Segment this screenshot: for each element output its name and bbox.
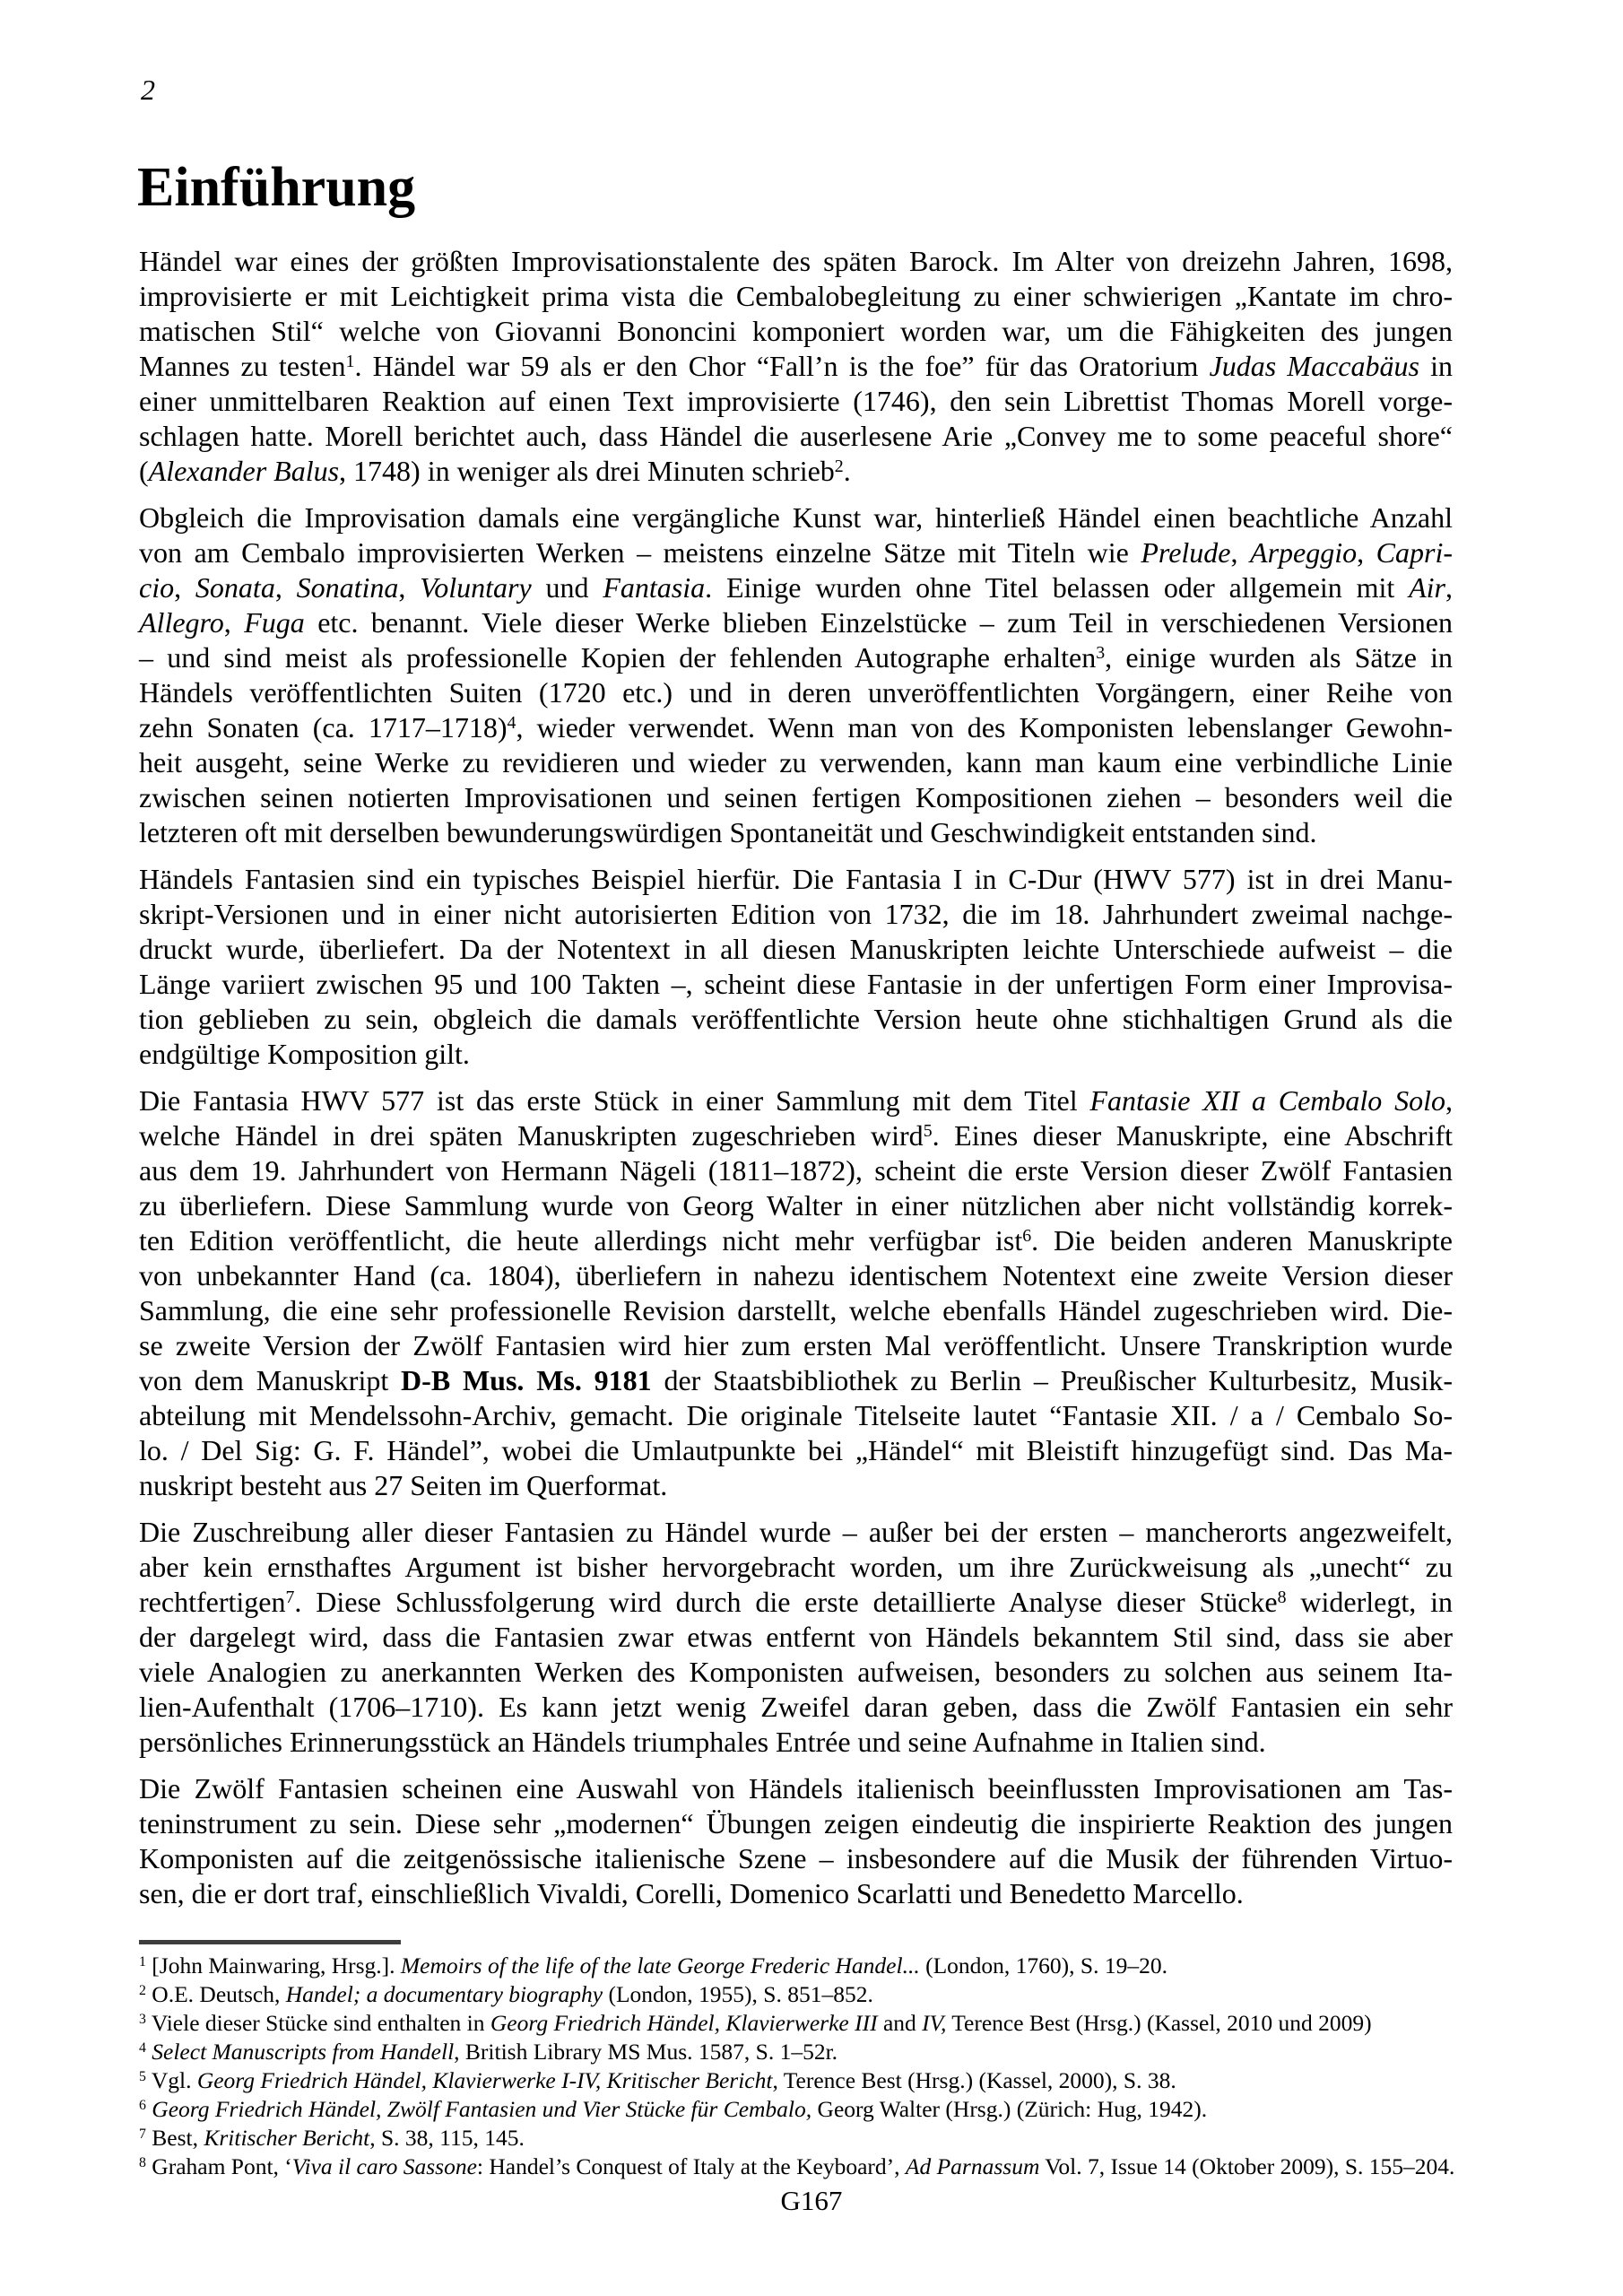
text-segment: Die Zwölf Fantasien scheinen eine Auswahl von Händels italienisch beeinflussten Improvisationen am Tas- <box>139 1772 1453 1805</box>
text-segment: Graham Pont, ‘ <box>145 2153 292 2179</box>
paragraph-2 <box>139 500 1453 850</box>
footnote-number: 6 <box>139 2098 146 2114</box>
paragraph-4 <box>139 1083 1453 1503</box>
text-line <box>139 1002 1453 1037</box>
text-segment: . Einige wurden ohne Titel belassen oder allgemein mit <box>705 571 1410 604</box>
text-segment: sen, die er dort traf, einschließlich Vivaldi, Corelli, Domenico Scarlatti und Benedetto Marcello. <box>139 1877 1244 1909</box>
footnote-1 <box>139 1952 1574 1980</box>
text-line <box>139 1655 1453 1690</box>
text-segment: Sonatina <box>296 571 399 604</box>
text-segment: Händels veröffentlichten Suiten (1720 etc.) und in deren unveröffentlichten Vorgängern, einer Reihe von <box>139 676 1453 709</box>
text-line <box>139 1725 1453 1760</box>
text-segment: viele Analogien zu anerkannten Werken des Komponisten aufweisen, besonders zu solchen aus seinem Ita- <box>139 1656 1453 1688</box>
text-line <box>139 1806 1453 1841</box>
text-segment: D-B Mus. Ms. 9181 <box>401 1364 652 1396</box>
text-segment: , einige wurden als Sätze in <box>1105 641 1454 674</box>
text-segment: druckt wurde, überliefert. Da der Notentext in all diesen Manuskripten leichte Unterschiede aufweist – die <box>139 933 1453 965</box>
text-segment: , <box>398 571 421 604</box>
text-segment: Best, <box>145 2125 204 2151</box>
text-segment: Fantasia <box>603 571 706 604</box>
text-line <box>139 1258 1453 1293</box>
text-segment: se zweite Version der Zwölf Fantasien wird hier zum ersten Mal veröffentlicht. Unsere Transkription wurde <box>139 1329 1453 1361</box>
footnote-ref: 6 <box>1022 1226 1032 1247</box>
text-segment: Air <box>1409 571 1445 604</box>
text-segment: . Händel war 59 als er den Chor “Fall’n is the foe” für das Oratorium <box>354 350 1210 382</box>
text-segment: Voluntary <box>420 571 532 604</box>
text-segment: Capri- <box>1376 536 1454 569</box>
text-line <box>139 244 1453 279</box>
text-segment: aus dem 19. Jahrhundert von Hermann Nägeli (1811–1872), scheint die erste Version dieser Zwölf Fantasien <box>139 1154 1453 1187</box>
text-segment: O.E. Deutsch, <box>145 1981 286 2007</box>
text-segment: , <box>174 571 195 604</box>
text-segment: Memoirs of the life of the late George Frederic Handel... <box>400 1952 920 1979</box>
paragraph-3 <box>139 862 1453 1072</box>
text-line <box>139 1876 1453 1911</box>
footnotes <box>139 1952 1574 2181</box>
text-segment: , <box>223 606 245 639</box>
text-line <box>139 570 1453 605</box>
text-segment: Allegro <box>139 606 224 639</box>
footnote-6 <box>139 2095 1574 2124</box>
footnote-3 <box>139 2009 1574 2038</box>
text-segment: – und sind meist als professionelle Kopien der fehlenden Autographe erhalten <box>139 641 1097 674</box>
footnote-ref: 7 <box>285 1587 295 1608</box>
text-segment: . Die beiden anderen Manuskripte <box>1031 1224 1453 1257</box>
text-segment: von am Cembalo improvisierten Werken – meistens einzelne Sätze mit Titeln wie <box>139 536 1141 569</box>
text-segment: Händel war eines der größten Improvisationstalente des späten Barock. Im Alter von dreizehn Jahren, 1698, <box>139 245 1453 277</box>
footnote-number: 1 <box>139 1954 146 1970</box>
text-segment: persönliches Erinnerungsstück an Händels triumphales Entrée und seine Aufnahme in Italien sind. <box>139 1726 1266 1758</box>
footnote-4 <box>139 2038 1574 2066</box>
text-segment: [John Mainwaring, Hrsg.]. <box>145 1952 401 1979</box>
text-segment: Fuga <box>244 606 305 639</box>
text-segment: . <box>843 455 851 487</box>
text-line <box>139 279 1453 314</box>
text-segment: letzteren oft mit derselben bewunderungswürdigen Spontaneität und Geschwindigkeit entstanden sind. <box>139 816 1317 848</box>
text-line <box>139 815 1453 850</box>
text-line <box>139 1468 1453 1503</box>
text-segment: Georg Friedrich Händel, Klavierwerke I-IV, Kritischer Bericht <box>196 2067 773 2093</box>
footnote-ref: 5 <box>923 1121 933 1142</box>
text-line <box>139 967 1453 1002</box>
text-line <box>139 1550 1453 1585</box>
text-line <box>139 500 1453 535</box>
text-line <box>139 1841 1453 1876</box>
text-line <box>139 1433 1453 1468</box>
text-segment: , wieder verwendet. Wenn man von des Komponisten lebenslanger Gewohn- <box>516 711 1454 744</box>
paragraph-5 <box>139 1515 1453 1760</box>
text-line <box>139 675 1453 710</box>
text-segment: einer unmittelbaren Reaktion auf einen Text improvisierte (1746), den sein Librettist Thomas Morell vorge- <box>139 385 1453 417</box>
text-segment: , <box>1357 536 1376 569</box>
text-segment: Mannes zu testen <box>139 350 346 382</box>
text-segment: , <box>1445 571 1453 604</box>
text-segment: , S. 38, 115, 145. <box>369 2125 525 2151</box>
text-segment: aber kein ernsthaftes Argument ist bisher hervorgebracht worden, um ihre Zurückweisung als „unecht“ zu <box>139 1551 1453 1583</box>
text-segment: Viva il caro Sassone <box>291 2153 477 2179</box>
text-line <box>139 1585 1453 1620</box>
text-segment: von unbekannter Hand (ca. 1804), überliefern in nahezu identischem Notentext eine zweite Version dieser <box>139 1259 1453 1292</box>
text-line <box>139 640 1453 675</box>
text-segment: Vol. 7, Issue 14 (Oktober 2009), S. 155–204. <box>1039 2153 1455 2179</box>
footnote-number: 7 <box>139 2126 146 2143</box>
text-line <box>139 1083 1453 1118</box>
text-segment: ( <box>139 455 149 487</box>
text-segment: Händels Fantasien sind ein typisches Beispiel hierfür. Die Fantasia I in C-Dur (HWV 577) ist in drei Manu- <box>139 863 1453 895</box>
text-segment: etc. benannt. Viele dieser Werke blieben Einzelstücke – zum Teil in verschiedenen Versionen <box>304 606 1454 639</box>
text-line <box>139 932 1453 967</box>
body-text <box>139 244 1453 1923</box>
footnote-ref: 4 <box>507 713 516 734</box>
text-line <box>139 454 1453 489</box>
text-line <box>139 1363 1453 1398</box>
text-segment: Prelude <box>1141 536 1231 569</box>
text-segment: Viele dieser Stücke sind enthalten in <box>145 2010 490 2036</box>
text-line <box>139 384 1453 419</box>
text-line <box>139 1515 1453 1550</box>
text-segment: Alexander Balus <box>148 455 340 487</box>
text-segment: : Handel’s Conquest of Italy at the Keyboard’, <box>476 2153 906 2179</box>
text-segment: zehn Sonaten (ca. 1717–1718) <box>139 711 508 744</box>
footnote-number: 8 <box>139 2155 146 2171</box>
text-segment: abteilung mit Mendelssohn-Archiv, gemacht. Die originale Titelseite lautet “Fantasie XII. / a / Cembalo So- <box>139 1399 1453 1431</box>
text-segment: IV, <box>922 2010 947 2036</box>
footnote-8 <box>139 2152 1574 2181</box>
text-segment: zu überliefern. Diese Sammlung wurde von Georg Walter in einer nützlichen aber nicht vollständig korrek- <box>139 1189 1453 1222</box>
text-line <box>139 419 1453 454</box>
footnote-ref: 8 <box>1277 1587 1287 1608</box>
text-segment: von dem Manuskript <box>139 1364 402 1396</box>
footnote-ref: 1 <box>345 352 355 372</box>
text-line <box>139 745 1453 780</box>
text-segment: und <box>531 571 603 604</box>
text-segment: , Terence Best (Hrsg.) (Kassel, 2000), S. 38. <box>772 2067 1176 2093</box>
footnote-separator-rule <box>139 1940 401 1944</box>
text-line <box>139 1118 1453 1153</box>
chapter-title: Einführung <box>137 157 416 218</box>
text-line <box>139 1771 1453 1806</box>
text-segment: improvisierte er mit Leichtigkeit prima vista die Cembalobegleitung zu einer schwierigen „Kantate im chro- <box>139 280 1453 312</box>
text-segment: teninstrument zu sein. Diese sehr „modernen“ Übungen zeigen eindeutig die inspirierte Reaktion des jungen <box>139 1807 1453 1839</box>
text-segment: Fantasie XII a Cembalo Solo <box>1089 1084 1446 1117</box>
text-segment: tion geblieben zu sein, obgleich die damals veröffentlichte Version heute ohne stichhaltigen Grund als die <box>139 1003 1453 1035</box>
text-line <box>139 862 1453 897</box>
text-line <box>139 1293 1453 1328</box>
text-segment: Vgl. <box>145 2067 197 2093</box>
text-line <box>139 349 1453 384</box>
text-segment: , 1748) in weniger als drei Minuten schrieb <box>339 455 835 487</box>
text-segment: Judas Maccabäus <box>1209 350 1419 382</box>
paragraph-1 <box>139 244 1453 489</box>
page-number: 2 <box>141 74 155 106</box>
text-line <box>139 780 1453 815</box>
text-segment: ten Edition veröffentlicht, die heute allerdings nicht mehr verfügbar ist <box>139 1224 1023 1257</box>
text-segment: heit ausgeht, seine Werke zu revidieren und wieder zu verwenden, kann man kaum eine verbindliche Linie <box>139 746 1453 778</box>
footnote-2 <box>139 1980 1574 2009</box>
text-segment: , <box>274 571 297 604</box>
footnote-5 <box>139 2066 1574 2095</box>
text-segment: Länge variiert zwischen 95 und 100 Takten –, scheint diese Fantasie in der unfertigen Form einer Improvisa- <box>139 968 1453 1000</box>
footnote-number: 2 <box>139 1983 146 1999</box>
plate-number: G167 <box>780 2185 843 2216</box>
text-segment: cio <box>139 571 175 604</box>
text-segment: . Diese Schlussfolgerung wird durch die erste detaillierte Analyse dieser Stücke <box>294 1586 1278 1618</box>
text-segment: Select Manuscripts from Handell <box>152 2039 455 2065</box>
text-line <box>139 1690 1453 1725</box>
text-line <box>139 1153 1453 1188</box>
text-segment: welche Händel in drei späten Manuskripten zugeschrieben wird <box>139 1119 924 1152</box>
text-line <box>139 605 1453 640</box>
text-segment: der Staatsbibliothek zu Berlin – Preußischer Kulturbesitz, Musik- <box>651 1364 1454 1396</box>
text-segment: Die Zuschreibung aller dieser Fantasien zu Händel wurde – außer bei der ersten – mancherorts angezweifelt, <box>139 1516 1453 1548</box>
text-segment: nuskript besteht aus 27 Seiten im Querformat. <box>139 1469 668 1501</box>
text-segment: , <box>1230 536 1251 569</box>
text-segment: widerlegt, in <box>1286 1586 1454 1618</box>
text-line <box>139 710 1453 745</box>
text-segment: schlagen hatte. Morell berichtet auch, dass Händel die auserlesene Arie „Convey me to some peaceful shore“ <box>139 420 1453 452</box>
text-segment: Georg Walter (Hrsg.) (Zürich: Hug, 1942). <box>812 2096 1208 2122</box>
text-segment: Arpeggio <box>1250 536 1358 569</box>
text-line <box>139 314 1453 349</box>
text-segment: Obgleich die Improvisation damals eine vergängliche Kunst war, hinterließ Händel einen beachtliche Anzahl <box>139 501 1453 534</box>
text-segment: der dargelegt wird, dass die Fantasien zwar etwas entfernt von Händels bekanntem Stil sind, dass sie aber <box>139 1621 1453 1653</box>
text-segment: in <box>1419 350 1454 382</box>
text-segment: Sammlung, die eine sehr professionelle Revision darstellt, welche ebenfalls Händel zugeschrieben wird. Die- <box>139 1294 1453 1326</box>
paragraph-6 <box>139 1771 1453 1911</box>
text-segment: (London, 1760), S. 19–20. <box>919 1952 1167 1979</box>
footnote-number: 3 <box>139 2012 146 2028</box>
footnote-number: 5 <box>139 2069 146 2085</box>
text-segment: endgültige Komposition gilt. <box>139 1038 470 1070</box>
footnote-7 <box>139 2124 1574 2152</box>
text-line <box>139 1223 1453 1258</box>
text-segment: rechtfertigen <box>139 1586 286 1618</box>
text-segment: skript-Versionen und in einer nicht autorisierten Edition von 1732, die im 18. Jahrhundert zweimal nachge- <box>139 898 1453 930</box>
text-line <box>139 535 1453 570</box>
text-segment: Ad Parnassum <box>905 2153 1040 2179</box>
text-line <box>139 1037 1453 1072</box>
text-segment: lo. / Del Sig: G. F. Händel”, wobei die Umlautpunkte bei „Händel“ mit Bleistift hinzugefügt sind. Das Ma- <box>139 1434 1453 1466</box>
text-line <box>139 1620 1453 1655</box>
text-segment: . Eines dieser Manuskripte, eine Abschrift <box>932 1119 1454 1152</box>
text-segment: and <box>877 2010 923 2036</box>
text-segment: Handel; a documentary biography <box>285 1981 603 2007</box>
text-segment: lien-Aufenthalt (1706–1710). Es kann jetzt wenig Zweifel daran geben, dass die Zwölf Fantasien ein sehr <box>139 1691 1453 1723</box>
footnote-ref: 3 <box>1096 643 1106 664</box>
text-segment: Die Fantasia HWV 577 ist das erste Stück in einer Sammlung mit dem Titel <box>139 1084 1090 1117</box>
text-segment: , British Library MS Mus. 1587, S. 1–52r. <box>454 2039 838 2065</box>
text-segment: Georg Friedrich Händel, Zwölf Fantasien und Vier Stücke für Cembalo, <box>152 2096 812 2122</box>
text-segment: Kritischer Bericht <box>204 2125 370 2151</box>
text-line <box>139 897 1453 932</box>
footnote-number: 4 <box>139 2040 146 2057</box>
text-line <box>139 1188 1453 1223</box>
text-segment: Sonata <box>195 571 275 604</box>
text-line <box>139 1398 1453 1433</box>
text-segment: Komponisten auf die zeitgenössische italienische Szene – insbesondere auf die Musik der führenden Virtuo- <box>139 1842 1453 1874</box>
text-segment: , <box>1445 1084 1454 1117</box>
text-segment: matischen Stil“ welche von Giovanni Bononcini komponiert worden war, um die Fähigkeiten des jungen <box>139 315 1453 347</box>
text-segment: (London, 1955), S. 851–852. <box>603 1981 873 2007</box>
text-segment: zwischen seinen notierten Improvisationen und seinen fertigen Kompositionen ziehen – besonders weil die <box>139 781 1453 813</box>
footnote-ref: 2 <box>834 457 844 477</box>
text-line <box>139 1328 1453 1363</box>
text-segment: Georg Friedrich Händel, Klavierwerke III <box>490 2010 878 2036</box>
text-segment: Terence Best (Hrsg.) (Kassel, 2010 und 2009) <box>946 2010 1372 2036</box>
